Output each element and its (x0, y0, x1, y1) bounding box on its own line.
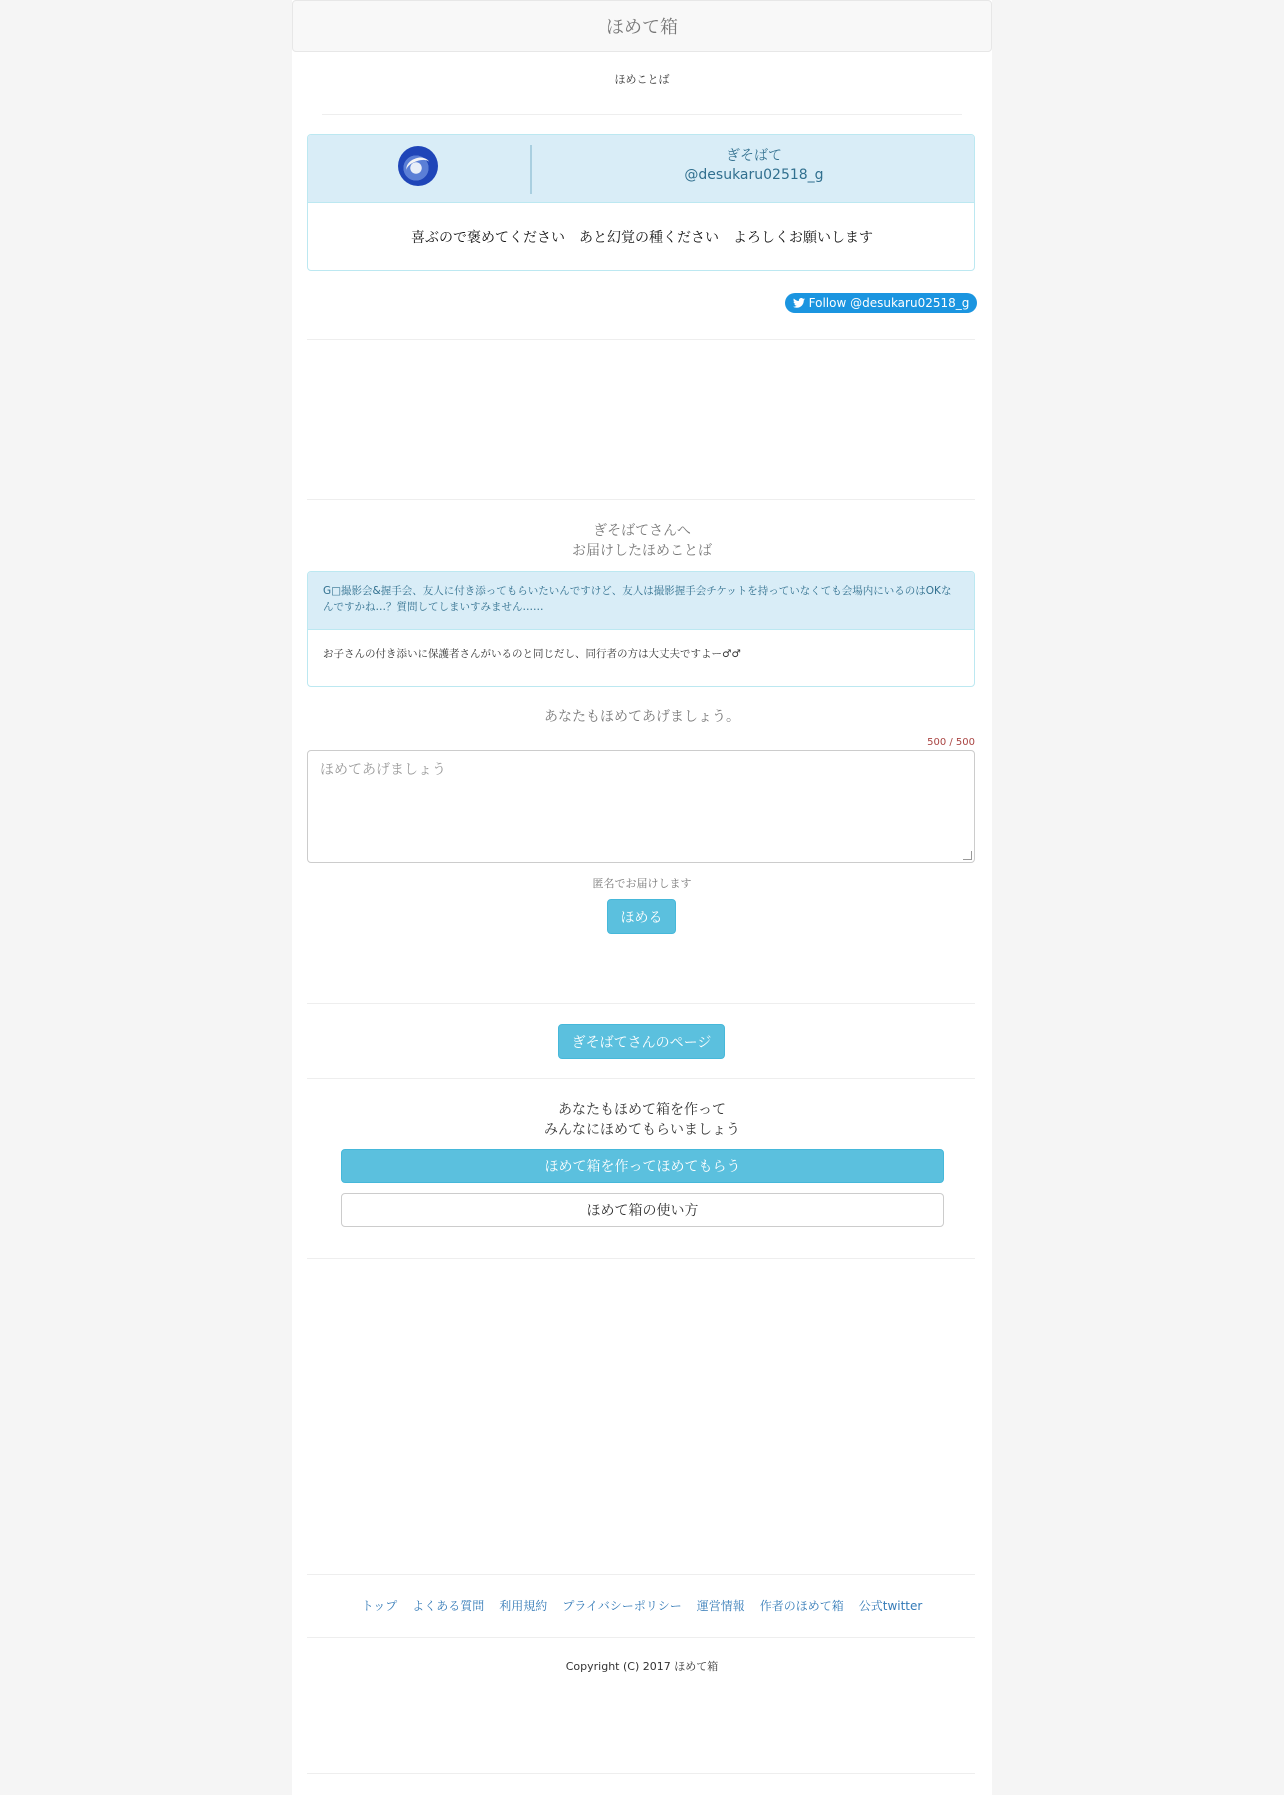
page-subtitle: ほめことば (614, 73, 670, 86)
resize-handle[interactable] (963, 851, 972, 860)
profile-panel (307, 134, 975, 271)
footer-link-terms[interactable]: 利用規約 (499, 1599, 548, 1613)
divider (322, 114, 962, 115)
footer-links (292, 1597, 992, 1614)
delivered-title-line2: お届けしたほめことば (572, 543, 712, 559)
divider (307, 1574, 975, 1575)
divider (307, 339, 975, 340)
avatar[interactable] (398, 146, 438, 186)
create-box-button[interactable]: ほめて箱を作ってほめてもらう (341, 1149, 944, 1183)
compose-heading: あなたもほめてあげましょう。 (544, 709, 740, 725)
footer-link-faq[interactable]: よくある質問 (412, 1599, 485, 1613)
how-to-button[interactable]: ほめて箱の使い方 (341, 1193, 944, 1227)
divider (307, 1078, 975, 1079)
navbar (292, 0, 992, 52)
divider (307, 1003, 975, 1004)
divider (307, 1637, 975, 1638)
footer-link-top[interactable]: トップ (361, 1599, 398, 1613)
char-counter: 500 / 500 (927, 737, 975, 748)
delivered-question: G□撮影会&握手会、友人に付き添ってもらいたいんですけど、友人は撮影握手会チケットを持っていなくても会場内にいるのはOKなんですかね…？質問してしまいすみません…… (308, 572, 975, 630)
brand-link[interactable]: ほめて箱 (606, 17, 678, 38)
twitter-bird-icon (793, 298, 805, 308)
profile-name-block[interactable] (532, 147, 975, 185)
cta-line2: みんなにほめてもらいましょう (544, 1122, 740, 1138)
follow-label: Follow @desukaru02518_g (808, 296, 970, 310)
footer-link-privacy[interactable]: プライバシーポリシー (562, 1599, 682, 1613)
delivered-title-line1: ぎそばてさんへ (593, 523, 691, 539)
twitter-handle: @desukaru02518_g (684, 167, 824, 183)
profile-bio: 喜ぶので褒めてください あと幻覚の種ください よろしくお願いします (411, 230, 873, 246)
footer-link-operator[interactable]: 運営情報 (696, 1599, 745, 1613)
divider (307, 1258, 975, 1259)
copyright: Copyright (C) 2017 ほめて箱 (565, 1660, 719, 1673)
twitter-follow-button[interactable] (785, 293, 977, 313)
cta-text (292, 1100, 992, 1140)
display-name: ぎそばて (726, 148, 782, 164)
compliment-textarea[interactable] (307, 750, 975, 863)
divider (307, 499, 975, 500)
profile-header (308, 135, 975, 203)
cta-line1: あなたもほめて箱を作って (558, 1102, 726, 1118)
footer-link-author-box[interactable]: 作者のほめて箱 (759, 1599, 844, 1613)
delivered-answer: お子さんの付き添いに保護者さんがいるのと同じだし、同行者の方は大丈夫ですよー‍♂‍♂ (323, 648, 741, 660)
footer-link-twitter[interactable]: 公式twitter (858, 1599, 923, 1613)
user-page-button[interactable]: ぎそばてさんのページ (558, 1024, 725, 1059)
delivered-message-panel (307, 571, 975, 687)
divider (307, 1773, 975, 1774)
anonymous-note: 匿名でお届けします (592, 877, 692, 890)
submit-button[interactable]: ほめる (607, 899, 676, 934)
delivered-title (292, 521, 992, 561)
main-container (292, 0, 992, 1795)
textarea-placeholder: ほめてあげましょう (320, 762, 446, 778)
